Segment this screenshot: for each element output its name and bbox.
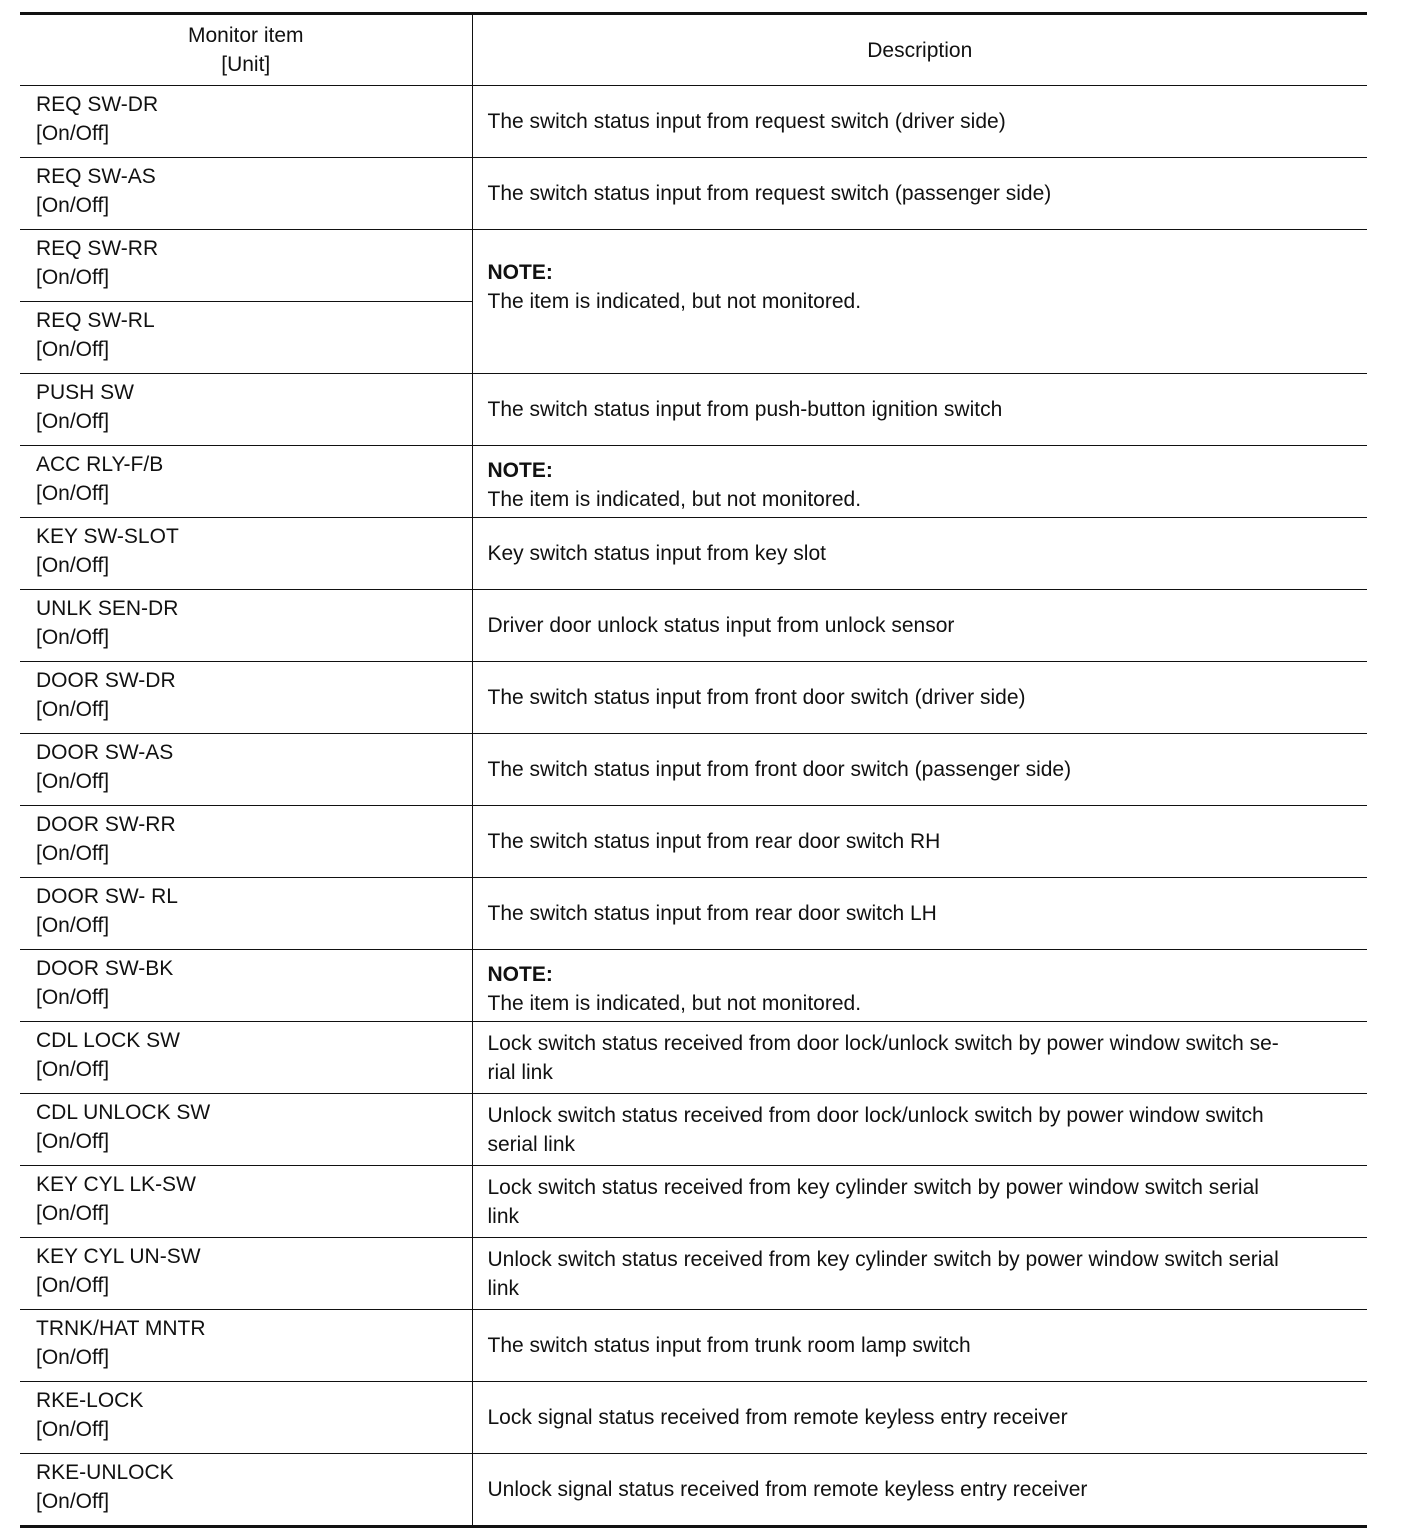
description-cell: The switch status input from push-button ignition switch	[472, 374, 1367, 446]
description-cell	[472, 1238, 1367, 1310]
item-unit: [On/Off]	[36, 1490, 110, 1513]
item-name: KEY CYL LK-SW	[36, 1173, 196, 1196]
table-row	[20, 446, 1367, 518]
monitor-item-cell	[20, 302, 472, 374]
monitor-item-header	[20, 14, 472, 86]
description-cell-note	[472, 950, 1367, 1022]
item-name: TRNK/HAT MNTR	[36, 1317, 206, 1340]
item-name: UNLK SEN-DR	[36, 597, 179, 620]
description-line: link	[487, 1204, 520, 1228]
table-row	[20, 662, 1367, 734]
header-item-label: Monitor item	[187, 24, 304, 47]
item-unit: [On/Off]	[36, 1130, 110, 1153]
item-unit: [On/Off]	[36, 410, 110, 433]
description-line: Lock switch status received from door lock/unlock switch by power window switch se-	[487, 1031, 1279, 1055]
item-unit: [On/Off]	[36, 986, 110, 1009]
item-unit: [On/Off]	[36, 122, 110, 145]
item-unit: [On/Off]	[36, 1202, 110, 1225]
monitor-item-cell	[20, 1166, 472, 1238]
table-row	[20, 806, 1367, 878]
monitor-item-cell	[20, 734, 472, 806]
item-unit: [On/Off]	[36, 194, 110, 217]
description-cell: Lock signal status received from remote keyless entry receiver	[472, 1382, 1367, 1454]
item-name: REQ SW-DR	[36, 93, 159, 116]
item-name: KEY CYL UN-SW	[36, 1245, 201, 1268]
table-row	[20, 590, 1367, 662]
table-row	[20, 950, 1367, 1022]
monitor-item-cell	[20, 230, 472, 302]
note-label: NOTE:	[487, 963, 553, 986]
table-row	[20, 1382, 1367, 1454]
item-unit: [On/Off]	[36, 1346, 110, 1369]
item-unit: [On/Off]	[36, 842, 110, 865]
description-header: Description	[472, 14, 1367, 86]
item-unit: [On/Off]	[36, 1274, 110, 1297]
table-row	[20, 878, 1367, 950]
table-row	[20, 1310, 1367, 1382]
item-unit: [On/Off]	[36, 482, 110, 505]
description-cell: The switch status input from front door switch (driver side)	[472, 662, 1367, 734]
description-cell	[472, 1022, 1367, 1094]
item-unit: [On/Off]	[36, 266, 110, 289]
item-name: REQ SW-AS	[36, 165, 156, 188]
item-name: PUSH SW	[36, 381, 135, 404]
description-cell-note	[472, 446, 1367, 518]
header-row	[20, 14, 1367, 86]
description-cell: The switch status input from request switch (passenger side)	[472, 158, 1367, 230]
description-cell: The switch status input from rear door switch LH	[472, 878, 1367, 950]
table-row	[20, 158, 1367, 230]
monitor-item-cell	[20, 446, 472, 518]
table-row	[20, 230, 1367, 302]
item-unit: [On/Off]	[36, 338, 110, 361]
item-unit: [On/Off]	[36, 914, 110, 937]
item-name: DOOR SW-DR	[36, 669, 176, 692]
item-name: ACC RLY-F/B	[36, 453, 164, 476]
description-cell: The switch status input from request switch (driver side)	[472, 86, 1367, 158]
table-row	[20, 734, 1367, 806]
description-line: rial link	[487, 1060, 553, 1084]
description-line: serial link	[487, 1132, 576, 1156]
description-line: link	[487, 1276, 520, 1300]
item-name: KEY SW-SLOT	[36, 525, 179, 548]
table-row	[20, 1238, 1367, 1310]
description-cell: The switch status input from trunk room lamp switch	[472, 1310, 1367, 1382]
item-unit: [On/Off]	[36, 1058, 110, 1081]
item-name: DOOR SW- RL	[36, 885, 178, 908]
table-row	[20, 1454, 1367, 1527]
item-name: RKE-UNLOCK	[36, 1461, 174, 1484]
item-unit: [On/Off]	[36, 770, 110, 793]
monitor-item-cell	[20, 1094, 472, 1166]
description-cell: The switch status input from rear door switch RH	[472, 806, 1367, 878]
description-cell: The switch status input from front door switch (passenger side)	[472, 734, 1367, 806]
monitor-item-cell	[20, 1310, 472, 1382]
table-row	[20, 86, 1367, 158]
item-name: CDL LOCK SW	[36, 1029, 180, 1052]
monitor-item-cell	[20, 1454, 472, 1527]
item-name: REQ SW-RR	[36, 237, 159, 260]
description-cell: Driver door unlock status input from unlock sensor	[472, 590, 1367, 662]
item-name: RKE-LOCK	[36, 1389, 144, 1412]
note-text: The item is indicated, but not monitored.	[487, 289, 862, 313]
table-row	[20, 1166, 1367, 1238]
item-name: REQ SW-RL	[36, 309, 155, 332]
item-name: DOOR SW-AS	[36, 741, 174, 764]
description-cell	[472, 1166, 1367, 1238]
note-text: The item is indicated, but not monitored.	[487, 488, 862, 511]
item-name: DOOR SW-RR	[36, 813, 176, 836]
monitor-item-cell	[20, 806, 472, 878]
monitor-item-table	[20, 12, 1367, 1528]
item-unit: [On/Off]	[36, 1418, 110, 1441]
monitor-item-cell	[20, 518, 472, 590]
item-unit: [On/Off]	[36, 698, 110, 721]
item-name: CDL UNLOCK SW	[36, 1101, 211, 1124]
monitor-item-cell	[20, 374, 472, 446]
description-cell: Unlock signal status received from remote keyless entry receiver	[472, 1454, 1367, 1527]
item-name: DOOR SW-BK	[36, 957, 174, 980]
description-line: Lock switch status received from key cylinder switch by power window switch serial	[487, 1175, 1259, 1199]
description-line: Unlock switch status received from key cylinder switch by power window switch serial	[487, 1247, 1279, 1271]
description-cell-note	[472, 230, 1367, 374]
monitor-item-cell	[20, 1238, 472, 1310]
description-cell	[472, 1094, 1367, 1166]
header-unit-label: [Unit]	[221, 53, 271, 76]
monitor-item-cell	[20, 1022, 472, 1094]
item-unit: [On/Off]	[36, 626, 110, 649]
note-label: NOTE:	[487, 459, 553, 482]
monitor-item-cell	[20, 590, 472, 662]
monitor-item-cell	[20, 878, 472, 950]
item-unit: [On/Off]	[36, 554, 110, 577]
description-line: Unlock switch status received from door lock/unlock switch by power window switch	[487, 1103, 1264, 1127]
monitor-item-cell	[20, 1382, 472, 1454]
monitor-item-cell	[20, 950, 472, 1022]
table-row	[20, 1022, 1367, 1094]
monitor-item-cell	[20, 86, 472, 158]
table-row	[20, 518, 1367, 590]
note-text: The item is indicated, but not monitored.	[487, 992, 862, 1015]
description-cell: Key switch status input from key slot	[472, 518, 1367, 590]
table-row	[20, 374, 1367, 446]
table-row	[20, 1094, 1367, 1166]
monitor-item-cell	[20, 158, 472, 230]
note-label: NOTE:	[487, 260, 553, 284]
monitor-item-cell	[20, 662, 472, 734]
